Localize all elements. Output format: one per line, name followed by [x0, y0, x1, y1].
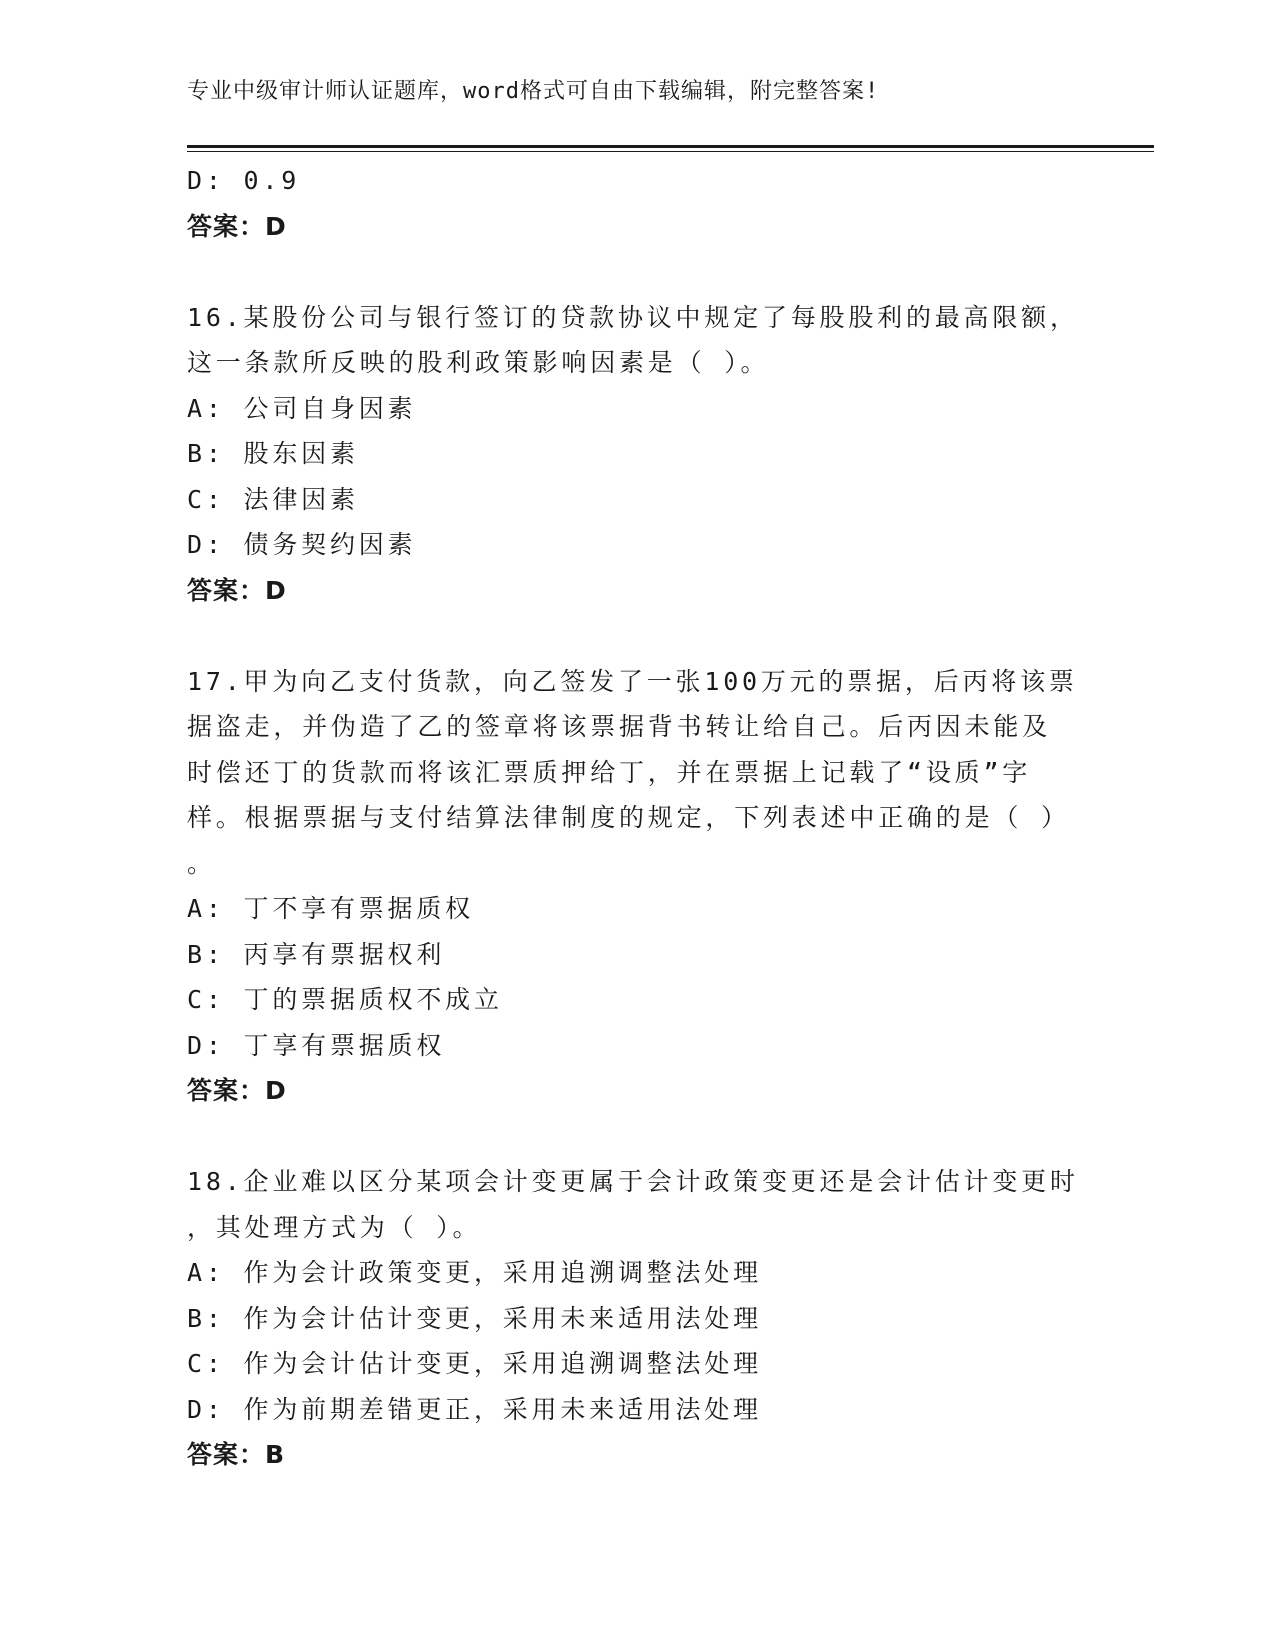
- option-d: D: 丁享有票据质权: [187, 1030, 446, 1060]
- question-stem: 。: [187, 848, 216, 878]
- question-stem: 17.甲为向乙支付货款，向乙签发了一张100万元的票据，后丙将该票: [187, 666, 1078, 696]
- answer: 答案：D: [187, 575, 287, 605]
- prev-answer: 答案：D: [187, 211, 287, 241]
- option-b: B: 丙享有票据权利: [187, 939, 446, 969]
- question-content: [187, 158, 1087, 1478]
- header-divider-thin: [187, 151, 1154, 152]
- option-a: A: 作为会计政策变更，采用追溯调整法处理: [187, 1258, 762, 1287]
- option-c: C: 法律因素: [187, 484, 359, 514]
- option-b: B: 作为会计估计变更，采用未来适用法处理: [187, 1303, 762, 1333]
- question-stem: ，其处理方式为（ ）。: [187, 1212, 482, 1242]
- option-d: D: 债务契约因素: [187, 530, 417, 559]
- spacer: [187, 1114, 1087, 1160]
- answer: 答案：D: [187, 1076, 287, 1105]
- question-18: [187, 1159, 1087, 1478]
- option-a: A: 公司自身因素: [187, 393, 417, 423]
- page-header: 专业中级审计师认证题库，word格式可自由下载编辑，附完整答案!: [187, 79, 880, 104]
- option-c: C: 丁的票据质权不成立: [187, 985, 503, 1014]
- option-d: D: 作为前期差错更正，采用未来适用法处理: [187, 1394, 762, 1424]
- spacer: [187, 249, 1087, 295]
- option-c: C: 作为会计估计变更，采用追溯调整法处理: [187, 1349, 762, 1378]
- question-16: [187, 295, 1087, 614]
- spacer: [187, 613, 1087, 659]
- prev-option-d: D: 0.9: [187, 166, 301, 195]
- answer: 答案：B: [187, 1440, 286, 1469]
- option-b: B: 股东因素: [187, 439, 359, 468]
- question-stem: 18.企业难以区分某项会计变更属于会计政策变更还是会计估计变更时: [187, 1167, 1079, 1196]
- question-stem: 这一条款所反映的股利政策影响因素是（ ）。: [187, 348, 770, 377]
- question-17: [187, 659, 1087, 1114]
- question-stem: 据盗走，并伪造了乙的签章将该票据背书转让给自己。后丙因未能及: [187, 712, 1052, 741]
- question-stem: 16.某股份公司与银行签订的贷款协议中规定了每股股利的最高限额，: [187, 302, 1079, 332]
- question-stem: 样。根据票据与支付结算法律制度的规定，下列表述中正确的是（ ）: [187, 803, 1070, 832]
- header-divider-thick: [187, 145, 1154, 148]
- question-stem: 时偿还丁的货款而将该汇票质押给丁，并在票据上记载了“设质”字: [187, 757, 1032, 787]
- option-a: A: 丁不享有票据质权: [187, 894, 474, 923]
